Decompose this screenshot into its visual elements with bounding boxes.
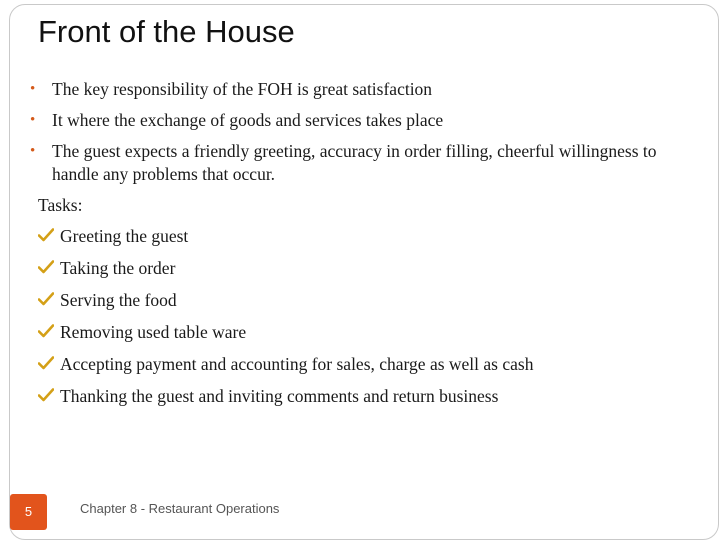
task-item <box>38 225 690 248</box>
task-text: Removing used table ware <box>60 322 247 342</box>
task-item <box>38 353 690 376</box>
task-text: Thanking the guest and inviting comments and return business <box>60 386 499 406</box>
checkmark-icon <box>38 289 60 312</box>
bullet-text: It where the exchange of goods and services takes place <box>52 110 444 130</box>
checkmark-icon <box>38 321 60 344</box>
checkmark-icon <box>38 225 60 248</box>
task-text: Greeting the guest <box>60 226 189 246</box>
tasks-label: Tasks: <box>38 195 83 215</box>
checkmark-icon <box>38 353 60 376</box>
bullet-item <box>30 78 690 101</box>
round-bullet-icon: • <box>30 112 36 128</box>
task-text: Taking the order <box>60 258 176 278</box>
task-text: Accepting payment and accounting for sales, charge as well as cash <box>60 354 534 374</box>
task-item <box>38 257 690 280</box>
bullet-text: The guest expects a friendly greeting, accuracy in order filling, cheerful willingness to handle any problems that occur. <box>52 141 657 184</box>
slide-content <box>30 78 690 417</box>
slide-title: Front of the House <box>38 14 295 49</box>
footer-text: Chapter 8 - Restaurant Operations <box>80 501 280 516</box>
bullet-text: The key responsibility of the FOH is great satisfaction <box>52 79 433 99</box>
checkmark-icon <box>38 257 60 280</box>
checkmark-icon <box>38 385 60 408</box>
round-bullet-icon: • <box>30 143 36 159</box>
bullet-item <box>30 140 690 186</box>
task-item <box>38 321 690 344</box>
round-bullet-icon: • <box>30 81 36 97</box>
bullet-item <box>30 109 690 132</box>
page-number-badge: 5 <box>10 494 47 530</box>
task-text: Serving the food <box>60 290 177 310</box>
task-item <box>38 385 690 408</box>
task-item <box>38 289 690 312</box>
